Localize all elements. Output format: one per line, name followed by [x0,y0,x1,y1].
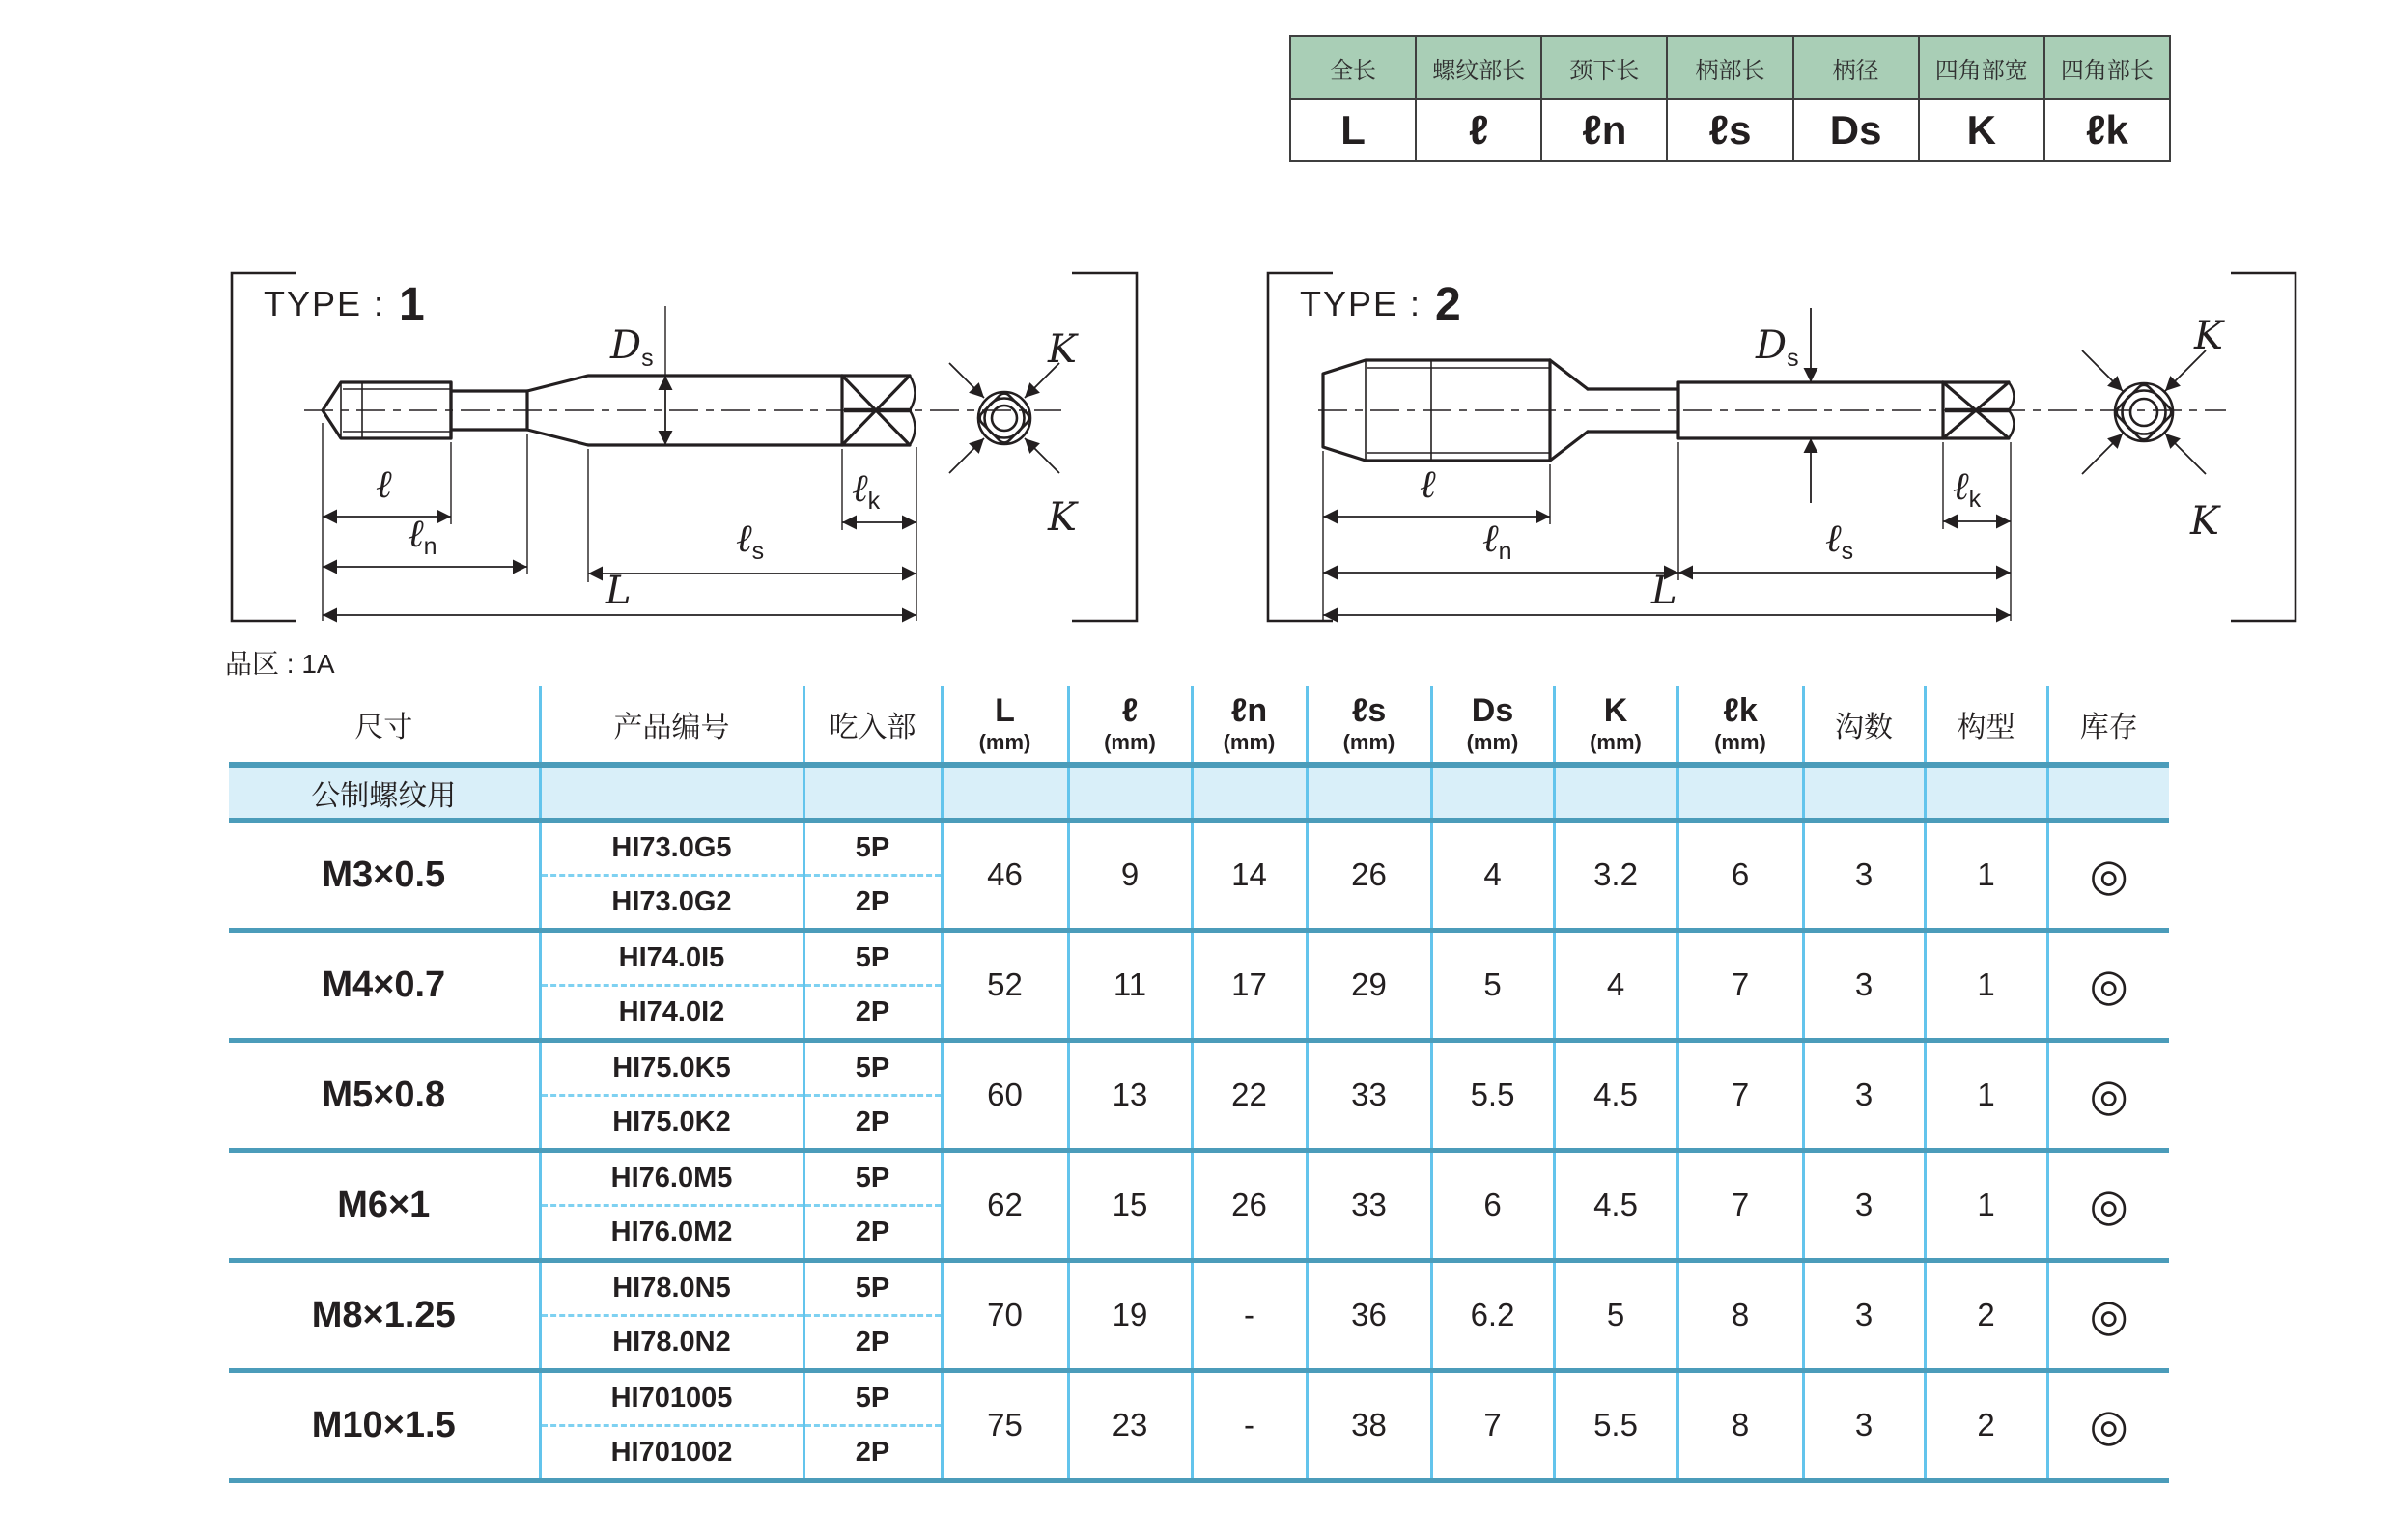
value-cell: 33 [1307,1040,1431,1150]
chamfer-cell: 5P [803,1370,942,1425]
value-cell: 52 [942,930,1068,1040]
subheader-cell [1925,765,2047,820]
chamfer-cell: 5P [803,820,942,875]
col-header-ln: ℓn (mm) [1192,686,1307,765]
value-cell: 3.2 [1554,820,1677,930]
value-cell: 13 [1068,1040,1192,1150]
stock-cell: ◎ [2047,1040,2169,1150]
col-header-flutes: 沟数 [1803,686,1925,765]
table-row [229,1370,2169,1425]
subheader-cell [2047,765,2169,820]
right-bracket [1072,273,1137,621]
value-cell: 26 [1307,820,1431,930]
spec-table [229,686,2169,1483]
subheader-cell [1068,765,1192,820]
size-cell: M6×1 [229,1150,540,1260]
table-row [229,1040,2169,1095]
svg-text:ℓ: ℓ [376,462,392,507]
value-cell: 62 [942,1150,1068,1260]
svg-text:ℓn: ℓ$_n$ [408,512,437,560]
subheader-row [229,765,2169,820]
svg-text:Ds: $D_s$ [1756,323,1799,372]
subheader-cell [1307,765,1431,820]
value-cell: 3 [1803,1040,1925,1150]
product-code-cell: HI75.0K5 [540,1040,803,1095]
dimension-overall-length [1323,569,2011,615]
value-cell: 19 [1068,1260,1192,1370]
value-cell: 33 [1307,1150,1431,1260]
dimension-ds [1755,308,1811,503]
col-header-L: L (mm) [942,686,1068,765]
type1-tap-diagram [229,244,1140,625]
left-bracket [232,273,296,621]
k-dimension-label: K [1048,495,1077,540]
value-cell: 5 [1431,930,1554,1040]
product-code-cell: HI74.0I5 [540,930,803,985]
subheader-cell [803,765,942,820]
col-header-form: 构型 [1925,686,2047,765]
chamfer-cell: 5P [803,1040,942,1095]
chamfer-cell: 5P [803,930,942,985]
size-cell: M8×1.25 [229,1260,540,1370]
value-cell: 7 [1431,1370,1554,1480]
legend-symbol: ℓ [1416,99,1541,161]
size-cell: M10×1.5 [229,1370,540,1480]
col-header-lk: ℓk (mm) [1677,686,1803,765]
value-cell: 38 [1307,1370,1431,1480]
k-dimension-label: K [1048,327,1077,372]
value-cell: 4 [1431,820,1554,930]
legend-symbol: ℓk [2044,99,2170,161]
legend-name-row [1290,36,2170,99]
product-code-cell: HI74.0I2 [540,985,803,1040]
table-row [229,820,2169,875]
value-cell: 23 [1068,1370,1192,1480]
right-bracket [2231,273,2296,621]
svg-text:ℓk: ℓ$_k$ [1953,464,1982,513]
value-cell: 7 [1677,930,1803,1040]
value-cell: 46 [942,820,1068,930]
legend-name: 螺纹部长 [1416,36,1541,99]
product-code-cell: HI75.0K2 [540,1095,803,1150]
stock-cell: ◎ [2047,1370,2169,1480]
product-code-cell: HI78.0N2 [540,1315,803,1370]
table-row [229,930,2169,985]
svg-text:L: L [1651,569,1677,613]
value-cell: 11 [1068,930,1192,1040]
svg-text:ℓs: ℓ$_s$ [736,517,765,565]
value-cell: - [1192,1370,1307,1480]
product-code-cell: HI701002 [540,1425,803,1480]
legend-symbol: ℓn [1541,99,1667,161]
value-cell: 4.5 [1554,1040,1677,1150]
svg-text:ℓn: ℓ$_n$ [1482,517,1512,565]
subheader-cell [540,765,803,820]
value-cell: 26 [1192,1150,1307,1260]
subheader-cell [1677,765,1803,820]
stock-cell: ◎ [2047,820,2169,930]
stock-cell: ◎ [2047,1150,2169,1260]
chamfer-cell: 2P [803,875,942,930]
svg-text:Ds: $D_s$ [610,323,654,372]
value-cell: 4 [1554,930,1677,1040]
col-header-Ds: Ds (mm) [1431,686,1554,765]
subheader-cell [1192,765,1307,820]
value-cell: 9 [1068,820,1192,930]
stock-cell: ◎ [2047,1260,2169,1370]
value-cell: 5 [1554,1260,1677,1370]
value-cell: 1 [1925,820,2047,930]
col-header-stock: 库存 [2047,686,2169,765]
header-row [229,686,2169,765]
col-header-ls: ℓs (mm) [1307,686,1431,765]
value-cell: 8 [1677,1370,1803,1480]
subheader-cell [1431,765,1554,820]
product-code-cell: HI701005 [540,1370,803,1425]
subheader-cell [942,765,1068,820]
square-end-view [949,327,1079,540]
value-cell: 5.5 [1431,1040,1554,1150]
value-cell: 8 [1677,1260,1803,1370]
legend-symbol: Ds [1793,99,1919,161]
value-cell: 2 [1925,1370,2047,1480]
value-cell: 29 [1307,930,1431,1040]
product-code-cell: HI76.0M5 [540,1150,803,1205]
product-zone-label: 品区 : 1A [225,649,335,679]
dimension-ln [323,434,527,574]
legend-name: 颈下长 [1541,36,1667,99]
value-cell: 70 [942,1260,1068,1370]
svg-text:ℓs: ℓ$_s$ [1825,517,1854,565]
k-dimension-label: K [2190,499,2219,544]
product-code-cell: HI73.0G5 [540,820,803,875]
type-label: TYPE : [264,284,386,323]
type-number: 1 [399,279,425,330]
chamfer-cell: 5P [803,1150,942,1205]
dimension-l [323,423,451,621]
chamfer-cell: 2P [803,985,942,1040]
subheader-label: 公制螺纹用 [229,765,540,820]
product-code-cell: HI78.0N5 [540,1260,803,1315]
chamfer-cell: 5P [803,1260,942,1315]
value-cell: 1 [1925,1150,2047,1260]
value-cell: 1 [1925,1040,2047,1150]
value-cell: 2 [1925,1260,2047,1370]
size-cell: M3×0.5 [229,820,540,930]
table-row [229,1150,2169,1205]
value-cell: 36 [1307,1260,1431,1370]
svg-text:L: L [606,569,632,613]
value-cell: 3 [1803,930,1925,1040]
dimension-lk [842,449,916,530]
dimension-overall-length [323,569,916,615]
type-number: 2 [1435,279,1461,330]
product-code-cell: HI76.0M2 [540,1205,803,1260]
product-code-cell: HI73.0G2 [540,875,803,930]
value-cell: 6 [1431,1150,1554,1260]
value-cell: 1 [1925,930,2047,1040]
subheader-cell [1803,765,1925,820]
legend-symbol: L [1290,99,1416,161]
value-cell: 7 [1677,1040,1803,1150]
chamfer-cell: 2P [803,1315,942,1370]
legend-symbol: K [1919,99,2044,161]
value-cell: 22 [1192,1040,1307,1150]
value-cell: 7 [1677,1150,1803,1260]
chamfer-cell: 2P [803,1095,942,1150]
col-header-chamfer: 吃入部 [803,686,942,765]
value-cell: 14 [1192,820,1307,930]
legend-name: 四角部长 [2044,36,2170,99]
size-cell: M4×0.7 [229,930,540,1040]
legend-name: 柄径 [1793,36,1919,99]
value-cell: 5.5 [1554,1370,1677,1480]
svg-text:ℓk: ℓ$_k$ [852,466,881,515]
value-cell: 4.5 [1554,1150,1677,1260]
legend-symbol: ℓs [1667,99,1792,161]
value-cell: 17 [1192,930,1307,1040]
col-header-K: K (mm) [1554,686,1677,765]
dimension-ln [1323,442,1678,580]
k-dimension-label: K [2194,314,2223,358]
square-end-view [2082,314,2225,544]
value-cell: 3 [1803,1150,1925,1260]
legend-name: 全长 [1290,36,1416,99]
legend-symbol-row [1290,99,2170,161]
value-cell: - [1192,1260,1307,1370]
value-cell: 75 [942,1370,1068,1480]
dimension-lk [1943,442,2011,529]
value-cell: 60 [942,1040,1068,1150]
type-label: TYPE : [1300,284,1423,323]
svg-text:ℓ: ℓ [1420,462,1436,507]
value-cell: 3 [1803,820,1925,930]
subheader-cell [1554,765,1677,820]
chamfer-cell: 2P [803,1205,942,1260]
dimension-l [1323,451,1550,621]
type2-tap-diagram [1265,244,2298,625]
table-row [229,1260,2169,1315]
chamfer-cell: 2P [803,1425,942,1480]
legend-name: 柄部长 [1667,36,1792,99]
col-header-size: 尺寸 [229,686,540,765]
value-cell: 15 [1068,1150,1192,1260]
col-header-l: ℓ (mm) [1068,686,1192,765]
value-cell: 3 [1803,1260,1925,1370]
col-header-product-code: 产品编号 [540,686,803,765]
value-cell: 6 [1677,820,1803,930]
value-cell: 6.2 [1431,1260,1554,1370]
value-cell: 3 [1803,1370,1925,1480]
legend-name: 四角部宽 [1919,36,2044,99]
size-cell: M5×0.8 [229,1040,540,1150]
stock-cell: ◎ [2047,930,2169,1040]
dimension-legend-table [1289,35,2171,162]
